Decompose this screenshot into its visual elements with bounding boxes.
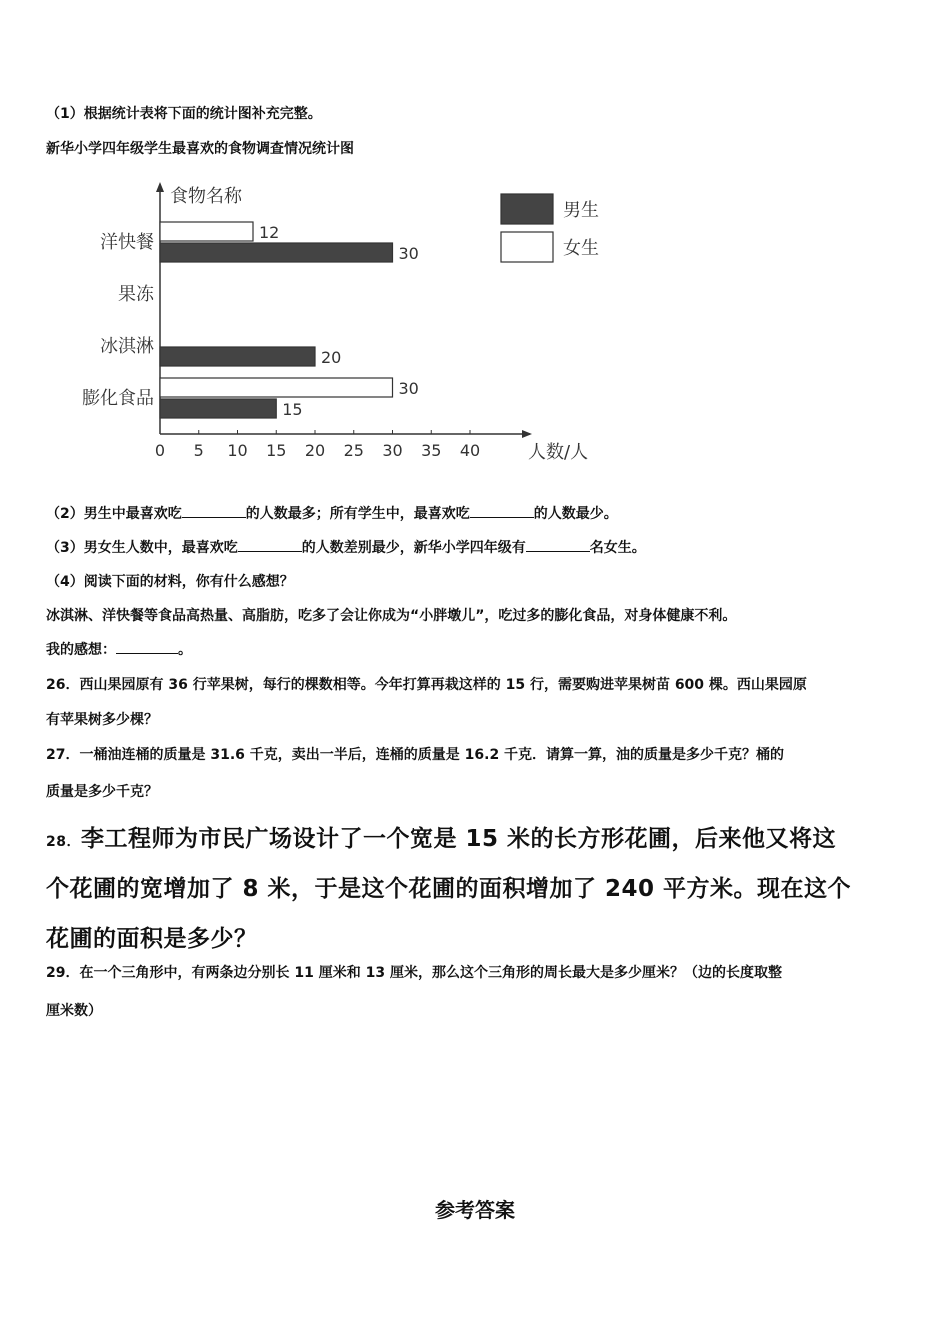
category-label: 果冻 bbox=[118, 284, 154, 305]
bar-value-label: 15 bbox=[282, 400, 303, 419]
p28-line3: 花圃的面积是多少？ bbox=[46, 926, 258, 952]
x-tick-label: 10 bbox=[227, 441, 248, 460]
p29-line2: 厘米数） bbox=[46, 1003, 102, 1019]
q4-material: 冰淇淋、洋快餐等食品高热量、高脂肪，吃多了会让你成为“小胖墩儿”，吃过多的膨化食品，对身体健康不利。 bbox=[46, 608, 737, 624]
x-axis-label: 人数/人 bbox=[528, 442, 589, 463]
q3-text-1: （3）男女生人数中，最喜欢吃 bbox=[46, 540, 238, 556]
x-tick-label: 20 bbox=[304, 441, 326, 460]
x-tick-label: 15 bbox=[266, 441, 287, 460]
q2-text-2: 的人数最多；所有学生中，最喜欢吃 bbox=[245, 506, 470, 522]
y-axis-arrow bbox=[156, 182, 164, 192]
p26-line2: 有苹果树多少棵？ bbox=[46, 712, 158, 728]
q2-text-1: （2）男生中最喜欢吃 bbox=[46, 506, 182, 522]
q3-text-2: 的人数差别最少，新华小学四年级有 bbox=[301, 540, 526, 556]
x-tick-label: 5 bbox=[193, 441, 204, 460]
bar-boys bbox=[160, 399, 276, 418]
category-label: 冰淇淋 bbox=[100, 336, 154, 357]
bar-value-label: 12 bbox=[259, 223, 280, 242]
q4-feeling-end: 。 bbox=[178, 642, 192, 658]
x-tick-label: 40 bbox=[459, 441, 481, 460]
p28-number: 28． bbox=[46, 834, 81, 850]
bar-chart bbox=[60, 170, 620, 470]
bar-boys bbox=[160, 243, 393, 262]
chart-title: 新华小学四年级学生最喜欢的食物调查情况统计图 bbox=[46, 141, 354, 157]
bar-value-label: 30 bbox=[398, 379, 419, 398]
p28-line1 bbox=[46, 820, 836, 853]
p28-line2: 个花圃的宽增加了 8 米，于是这个花圃的面积增加了 240 平方米。现在这个 bbox=[46, 876, 852, 902]
p29-line1: 29．在一个三角形中，有两条边分别长 11 厘米和 13 厘米，那么这个三角形的周长最大是多少厘米？（边的长度取整 bbox=[46, 965, 782, 981]
answer-title: 参考答案 bbox=[435, 1198, 515, 1222]
legend-label: 男生 bbox=[563, 200, 599, 221]
y-axis-label: 食物名称 bbox=[170, 186, 242, 207]
q4-feeling-label: 我的感想： bbox=[46, 642, 116, 658]
bar-girls bbox=[160, 222, 253, 241]
p28-line1-text: 李工程师为市民广场设计了一个宽是 15 米的长方形花圃，后来他又将这 bbox=[80, 826, 837, 852]
q3-text-3: 名女生。 bbox=[589, 540, 646, 556]
x-tick-label: 30 bbox=[382, 441, 403, 460]
bar-girls bbox=[160, 378, 393, 397]
q3-blank-1[interactable] bbox=[238, 537, 302, 552]
x-axis-arrow bbox=[522, 430, 532, 438]
legend-swatch-girls bbox=[501, 232, 553, 262]
bar-value-label: 20 bbox=[321, 348, 342, 367]
q4-feeling bbox=[46, 639, 192, 659]
legend-swatch-boys bbox=[501, 194, 553, 224]
q2-blank-1[interactable] bbox=[182, 503, 246, 518]
p27-line1: 27．一桶油连桶的质量是 31.6 千克，卖出一半后，连桶的质量是 16.2 千克．请算一算，油的质量是多少千克？桶的 bbox=[46, 747, 785, 763]
q2 bbox=[46, 503, 618, 523]
q4-instruction: （4）阅读下面的材料，你有什么感想？ bbox=[46, 574, 294, 590]
q3 bbox=[46, 537, 646, 557]
p26-line1: 26．西山果园原有 36 行苹果树，每行的棵数相等。今年打算再栽这样的 15 行，需要购进苹果树苗 600 棵。西山果园原 bbox=[46, 677, 807, 693]
x-tick-label: 35 bbox=[421, 441, 442, 460]
q1-instruction: （1）根据统计表将下面的统计图补充完整。 bbox=[46, 106, 322, 122]
category-label: 洋快餐 bbox=[100, 232, 154, 253]
p27-line2: 质量是多少千克？ bbox=[46, 784, 158, 800]
x-tick-label: 25 bbox=[343, 441, 364, 460]
category-label: 膨化食品 bbox=[82, 388, 154, 409]
bar-boys bbox=[160, 347, 315, 366]
q3-blank-2[interactable] bbox=[526, 537, 590, 552]
q4-feeling-blank[interactable] bbox=[116, 639, 178, 654]
x-tick-label: 0 bbox=[154, 441, 166, 460]
bar-value-label: 30 bbox=[398, 244, 419, 263]
q2-text-3: 的人数最少。 bbox=[533, 506, 618, 522]
q2-blank-2[interactable] bbox=[470, 503, 534, 518]
legend-label: 女生 bbox=[563, 238, 599, 259]
